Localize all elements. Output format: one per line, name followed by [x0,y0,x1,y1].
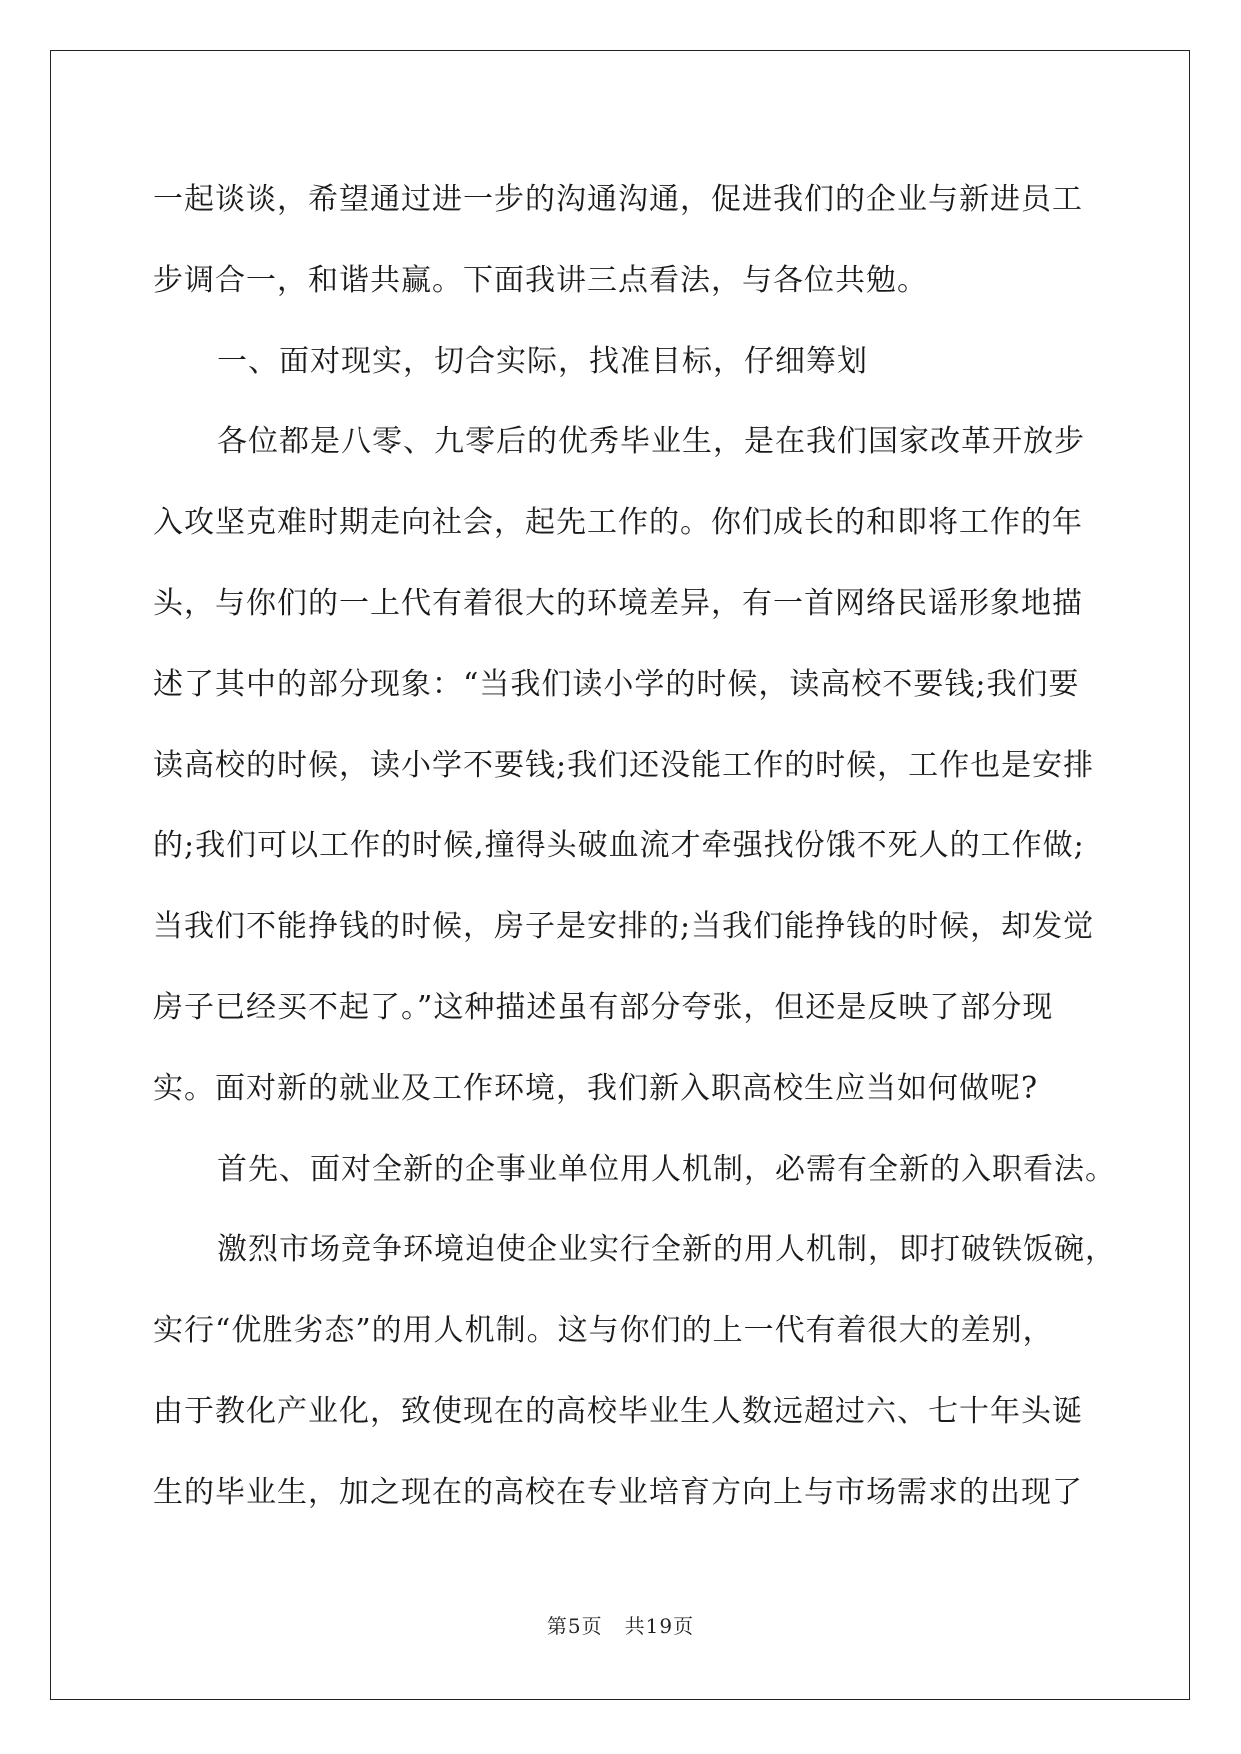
text-line-8: 读高校的时候，读小学不要钱;我们还没能工作的时候，工作也是安排 [153,747,1095,783]
document-body [153,160,1116,1534]
text-line-5: 入攻坚克难时期走向社会，起先工作的。你们成长的和即将工作的年 [153,505,1083,541]
footer-total-prefix: 共 [624,1614,646,1638]
text-line-14: 激烈市场竞争环境迫使企业实行全新的用人机制，即打破铁饭碗， [217,1232,1116,1268]
text-line-2: 步调合一，和谐共赢。下面我讲三点看法，与各位共勉。 [153,262,928,298]
text-line-11: 房子已经买不起了。”这种描述虽有部分夸张，但还是反映了部分现 [153,989,1054,1025]
text-line-16: 由于教化产业化，致使现在的高校毕业生人数远超过六、七十年头诞 [153,1393,1083,1429]
text-line-10: 当我们不能挣钱的时候，房子是安排的;当我们能挣钱的时候，却发觉 [153,909,1095,945]
text-line-13: 首先、面对全新的企事业单位用人机制，必需有全新的入职看法。 [217,1151,1116,1187]
section-heading: 一、面对现实，切合实际，找准目标，仔细筹划 [217,343,868,379]
text-line-7: 述了其中的部分现象：“当我们读小学的时候，读高校不要钱;我们要 [153,666,1080,702]
text-line-17: 生的毕业生，加之现在的高校在专业培育方向上与市场需求的出现了 [153,1474,1083,1510]
text-line-15: 实行“优胜劣态”的用人机制。这与你们的上一代有着很大的差别， [153,1313,1054,1349]
current-page-number: 5 [567,1614,582,1638]
footer-prefix: 第 [546,1614,568,1638]
page-footer [0,1610,1241,1639]
text-line-1: 一起谈谈，希望通过进一步的沟通沟通，促进我们的企业与新进员工 [153,182,1083,217]
footer-page-suffix: 页 [581,1614,603,1638]
total-pages-number: 19 [645,1614,674,1638]
text-line-4: 各位都是八零、九零后的优秀毕业生，是在我们国家改革开放步 [217,424,1085,460]
text-line-6: 头，与你们的一上代有着很大的环境差异，有一首网络民谣形象地描 [153,585,1083,621]
footer-total-suffix: 页 [673,1614,695,1638]
text-line-12: 实。面对新的就业及工作环境，我们新入职高校生应当如何做呢? [153,1070,1039,1106]
text-line-9: 的;我们可以工作的时候,撞得头破血流才牵强找份饿不死人的工作做; [153,828,1085,864]
